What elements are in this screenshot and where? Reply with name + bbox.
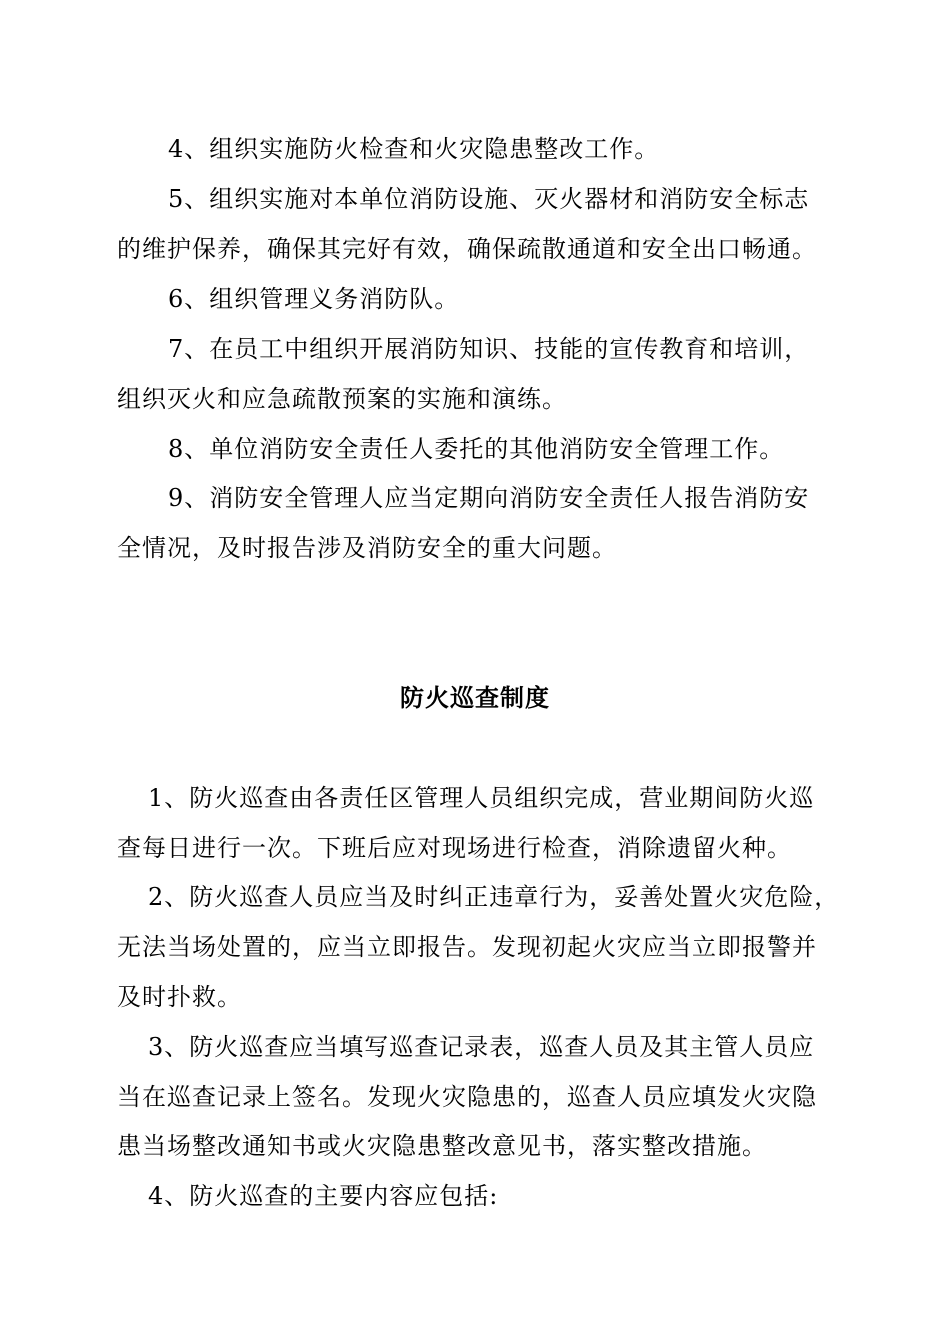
section-title: 防火巡查制度 bbox=[400, 683, 550, 712]
patrol-item-3-line-1: 3、防火巡查应当填写巡查记录表，巡查人员及其主管人员应 bbox=[148, 1033, 815, 1061]
patrol-item-1-line-2: 查每日进行一次。下班后应对现场进行检查，消除遗留火种。 bbox=[117, 834, 792, 862]
responsibility-item-6: 6、组织管理义务消防队。 bbox=[168, 285, 460, 313]
patrol-item-3-line-2: 当在巡查记录上签名。发现火灾隐患的，巡查人员应填发火灾隐 bbox=[117, 1083, 817, 1111]
patrol-item-4: 4、防火巡查的主要内容应包括: bbox=[148, 1182, 499, 1210]
responsibility-item-9-line-1: 9、消防安全管理人应当定期向消防安全责任人报告消防安 bbox=[168, 484, 810, 512]
responsibility-item-9-line-2: 全情况，及时报告涉及消防安全的重大问题。 bbox=[117, 534, 617, 562]
patrol-item-2-line-1: 2、防火巡查人员应当及时纠正违章行为，妥善处置火灾危险， bbox=[148, 883, 840, 911]
patrol-item-1-line-1: 1、防火巡查由各责任区管理人员组织完成，营业期间防火巡 bbox=[148, 784, 815, 812]
responsibility-item-7-line-2: 组织灭火和应急疏散预案的实施和演练。 bbox=[117, 385, 567, 413]
patrol-item-2-line-3: 及时扑救。 bbox=[117, 983, 242, 1011]
responsibility-item-5-line-2: 的维护保养，确保其完好有效，确保疏散通道和安全出口畅通。 bbox=[117, 235, 817, 263]
responsibility-item-4: 4、组织实施防火检查和火灾隐患整改工作。 bbox=[168, 135, 660, 163]
responsibility-item-7-line-1: 7、在员工中组织开展消防知识、技能的宣传教育和培训， bbox=[168, 335, 810, 363]
patrol-item-3-line-3: 患当场整改通知书或火灾隐患整改意见书，落实整改措施。 bbox=[117, 1132, 767, 1160]
responsibility-item-5-line-1: 5、组织实施对本单位消防设施、灭火器材和消防安全标志 bbox=[168, 185, 810, 213]
patrol-item-2-line-2: 无法当场处置的，应当立即报告。发现初起火灾应当立即报警并 bbox=[117, 933, 817, 961]
responsibility-item-8: 8、单位消防安全责任人委托的其他消防安全管理工作。 bbox=[168, 435, 785, 463]
